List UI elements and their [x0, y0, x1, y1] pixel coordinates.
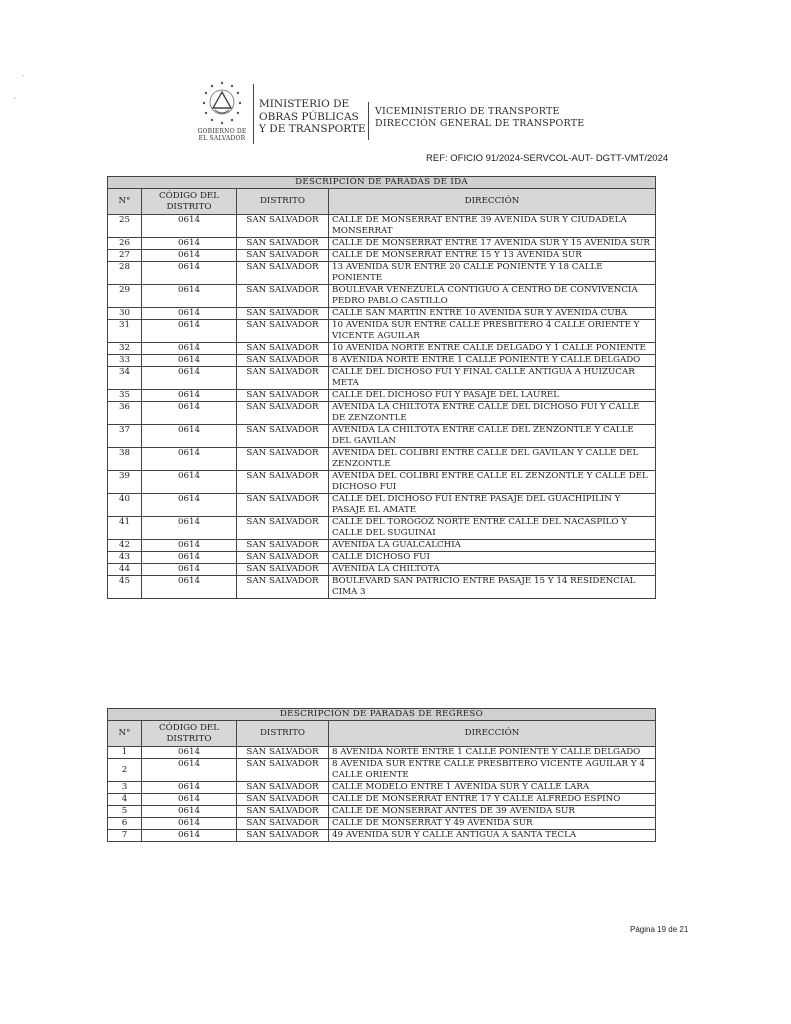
column-header-district-code: CÓDIGO DEL DISTRITO	[142, 721, 237, 747]
row-address: CALLE SAN MARTIN ENTRE 10 AVENIDA SUR Y AVENIDA CUBA	[329, 308, 656, 320]
row-number: 29	[108, 285, 142, 308]
table-row	[108, 448, 656, 471]
column-header-address: DIRECCIÓN	[329, 721, 656, 747]
row-district-code: 0614	[142, 818, 237, 830]
row-address: CALLE DEL DICHOSO FUI ENTRE PASAJE DEL GUACHIPILIN Y PASAJE EL AMATE	[329, 494, 656, 517]
row-district-code: 0614	[142, 355, 237, 367]
row-number: 42	[108, 540, 142, 552]
row-district-code: 0614	[142, 747, 237, 759]
row-district: SAN SALVADOR	[237, 759, 329, 782]
row-district-code: 0614	[142, 343, 237, 355]
row-district: SAN SALVADOR	[237, 215, 329, 238]
row-district-code: 0614	[142, 552, 237, 564]
table-row	[108, 806, 656, 818]
row-district: SAN SALVADOR	[237, 448, 329, 471]
row-number: 33	[108, 355, 142, 367]
row-address: 8 AVENIDA NORTE ENTRE 1 CALLE PONIENTE Y CALLE DELGADO	[329, 747, 656, 759]
row-address: CALLE DEL TOROGOZ NORTE ENTRE CALLE DEL NACASPILO Y CALLE DEL SUGUINAI	[329, 517, 656, 540]
row-district-code: 0614	[142, 238, 237, 250]
return-stops-table	[107, 708, 656, 842]
row-number: 6	[108, 818, 142, 830]
row-address: BOULEVAR VENEZUELA CONTIGUO A CENTRO DE CONVIVENCIA PEDRO PABLO CASTILLO	[329, 285, 656, 308]
row-number: 31	[108, 320, 142, 343]
ministry-name: MINISTERIO DE OBRAS PÚBLICAS Y DE TRANSPORTE	[259, 98, 366, 135]
row-number: 44	[108, 564, 142, 576]
table-row	[108, 367, 656, 390]
row-number: 5	[108, 806, 142, 818]
row-number: 4	[108, 794, 142, 806]
table-row	[108, 308, 656, 320]
row-address: AVENIDA LA CHILTOTA ENTRE CALLE DEL DICHOSO FUI Y CALLE DE ZENZONTLE	[329, 402, 656, 425]
row-district: SAN SALVADOR	[237, 552, 329, 564]
row-address: AVENIDA LA CHILTOTA ENTRE CALLE DEL ZENZONTLE Y CALLE DEL GAVILAN	[329, 425, 656, 448]
row-number: 35	[108, 390, 142, 402]
row-address: AVENIDA LA GUALCALCHIA	[329, 540, 656, 552]
row-address: CALLE DE MONSERRAT ENTRE 17 AVENIDA SUR Y 15 AVENIDA SUR	[329, 238, 656, 250]
row-address: AVENIDA DEL COLIBRI ENTRE CALLE EL ZENZONTLE Y CALLE DEL DICHOSO FUI	[329, 471, 656, 494]
table-row	[108, 390, 656, 402]
column-header-address: DIRECCIÓN	[329, 189, 656, 215]
row-district: SAN SALVADOR	[237, 285, 329, 308]
return-stops-body	[108, 747, 656, 842]
government-label: GOBIERNO DE EL SALVADOR	[197, 128, 247, 142]
column-header-district-code: CÓDIGO DEL DISTRITO	[142, 189, 237, 215]
reference-line: REF: OFICIO 91/2024-SERVCOL-AUT- DGTT-VMT/2024	[426, 153, 669, 164]
row-district: SAN SALVADOR	[237, 564, 329, 576]
row-district-code: 0614	[142, 250, 237, 262]
row-address: 8 AVENIDA NORTE ENTRE 1 CALLE PONIENTE Y CALLE DELGADO	[329, 355, 656, 367]
table-row	[108, 262, 656, 285]
row-number: 7	[108, 830, 142, 842]
row-district: SAN SALVADOR	[237, 830, 329, 842]
table-title: DESCRIPCIÓN DE PARADAS DE IDA	[108, 177, 656, 189]
row-district: SAN SALVADOR	[237, 355, 329, 367]
column-header-number: N°	[108, 189, 142, 215]
row-district: SAN SALVADOR	[237, 308, 329, 320]
row-district-code: 0614	[142, 448, 237, 471]
row-address: CALLE DICHOSO FUI	[329, 552, 656, 564]
row-number: 41	[108, 517, 142, 540]
row-number: 37	[108, 425, 142, 448]
row-number: 1	[108, 747, 142, 759]
row-district-code: 0614	[142, 402, 237, 425]
row-number: 32	[108, 343, 142, 355]
row-district-code: 0614	[142, 564, 237, 576]
column-header-district: DISTRITO	[237, 189, 329, 215]
row-number: 30	[108, 308, 142, 320]
row-district: SAN SALVADOR	[237, 402, 329, 425]
table-row	[108, 759, 656, 782]
row-number: 28	[108, 262, 142, 285]
row-number: 40	[108, 494, 142, 517]
row-address: CALLE DE MONSERRAT ANTES DE 39 AVENIDA SUR	[329, 806, 656, 818]
header-divider	[368, 102, 369, 140]
table-row	[108, 552, 656, 564]
row-address: AVENIDA DEL COLIBRI ENTRE CALLE DEL GAVILAN Y CALLE DEL ZENZONTLE	[329, 448, 656, 471]
row-address: CALLE MODELO ENTRE 1 AVENIDA SUR Y CALLE LARA	[329, 782, 656, 794]
outbound-stops-body	[108, 215, 656, 599]
row-district-code: 0614	[142, 540, 237, 552]
row-number: 26	[108, 238, 142, 250]
scan-speck: ,	[14, 92, 17, 100]
row-district: SAN SALVADOR	[237, 540, 329, 552]
row-district-code: 0614	[142, 517, 237, 540]
row-district-code: 0614	[142, 794, 237, 806]
row-district-code: 0614	[142, 830, 237, 842]
row-address: CALLE DE MONSERRAT ENTRE 39 AVENIDA SUR Y CIUDADELA MONSERRAT	[329, 215, 656, 238]
row-district: SAN SALVADOR	[237, 517, 329, 540]
table-row	[108, 494, 656, 517]
row-address: CALLE DE MONSERRAT ENTRE 15 Y 13 AVENIDA SUR	[329, 250, 656, 262]
column-header-district: DISTRITO	[237, 721, 329, 747]
table-row	[108, 343, 656, 355]
row-district: SAN SALVADOR	[237, 806, 329, 818]
row-number: 39	[108, 471, 142, 494]
table-row	[108, 576, 656, 599]
row-district-code: 0614	[142, 390, 237, 402]
table-row	[108, 215, 656, 238]
row-number: 34	[108, 367, 142, 390]
table-row	[108, 830, 656, 842]
table-row	[108, 425, 656, 448]
table-row	[108, 564, 656, 576]
row-district-code: 0614	[142, 759, 237, 782]
table-row	[108, 818, 656, 830]
table-row	[108, 471, 656, 494]
row-number: 43	[108, 552, 142, 564]
row-number: 3	[108, 782, 142, 794]
row-district-code: 0614	[142, 494, 237, 517]
row-district-code: 0614	[142, 425, 237, 448]
row-number: 25	[108, 215, 142, 238]
row-district-code: 0614	[142, 320, 237, 343]
row-district: SAN SALVADOR	[237, 471, 329, 494]
row-district: SAN SALVADOR	[237, 367, 329, 390]
outbound-stops-table	[107, 176, 656, 599]
row-district-code: 0614	[142, 215, 237, 238]
row-district: SAN SALVADOR	[237, 250, 329, 262]
table-row	[108, 285, 656, 308]
row-district: SAN SALVADOR	[237, 794, 329, 806]
row-district: SAN SALVADOR	[237, 782, 329, 794]
row-number: 36	[108, 402, 142, 425]
row-number: 45	[108, 576, 142, 599]
row-number: 2	[108, 759, 142, 782]
scan-speck: .	[22, 70, 25, 78]
row-district: SAN SALVADOR	[237, 818, 329, 830]
row-district-code: 0614	[142, 471, 237, 494]
row-district: SAN SALVADOR	[237, 320, 329, 343]
table-row	[108, 402, 656, 425]
row-number: 27	[108, 250, 142, 262]
row-district-code: 0614	[142, 262, 237, 285]
row-address: 10 AVENIDA SUR ENTRE CALLE PRESBITERO 4 CALLE ORIENTE Y VICENTE AGUILAR	[329, 320, 656, 343]
table-row	[108, 250, 656, 262]
row-address: CALLE DEL DICHOSO FUI Y PASAJE DEL LAUREL	[329, 390, 656, 402]
row-district: SAN SALVADOR	[237, 390, 329, 402]
row-district: SAN SALVADOR	[237, 262, 329, 285]
header-divider	[253, 84, 254, 144]
row-district-code: 0614	[142, 308, 237, 320]
table-row	[108, 320, 656, 343]
row-district: SAN SALVADOR	[237, 238, 329, 250]
row-address: 13 AVENIDA SUR ENTRE 20 CALLE PONIENTE Y 18 CALLE PONIENTE	[329, 262, 656, 285]
row-district: SAN SALVADOR	[237, 343, 329, 355]
row-number: 38	[108, 448, 142, 471]
row-district-code: 0614	[142, 576, 237, 599]
table-row	[108, 794, 656, 806]
table-row	[108, 238, 656, 250]
row-address: CALLE DE MONSERRAT ENTRE 17 Y CALLE ALFREDO ESPINO	[329, 794, 656, 806]
row-district: SAN SALVADOR	[237, 576, 329, 599]
table-row	[108, 517, 656, 540]
row-address: 8 AVENIDA SUR ENTRE CALLE PRESBITERO VICENTE AGUILAR Y 4 CALLE ORIENTE	[329, 759, 656, 782]
table-row	[108, 540, 656, 552]
row-address: AVENIDA LA CHILTOTA	[329, 564, 656, 576]
page-number: Página 19 de 21	[630, 925, 689, 934]
row-district: SAN SALVADOR	[237, 494, 329, 517]
row-address: 10 AVENIDA NORTE ENTRE CALLE DELGADO Y 1 CALLE PONIENTE	[329, 343, 656, 355]
row-address: 49 AVENIDA SUR Y CALLE ANTIGUA A SANTA TECLA	[329, 830, 656, 842]
row-district-code: 0614	[142, 806, 237, 818]
table-row	[108, 747, 656, 759]
table-title: DESCRIPCIÓN DE PARADAS DE REGRESO	[108, 709, 656, 721]
row-district-code: 0614	[142, 367, 237, 390]
row-address: BOULEVARD SAN PATRICIO ENTRE PASAJE 15 Y 14 RESIDENCIAL CIMA 3	[329, 576, 656, 599]
row-district: SAN SALVADOR	[237, 425, 329, 448]
column-header-number: N°	[108, 721, 142, 747]
row-address: CALLE DEL DICHOSO FUI Y FINAL CALLE ANTIGUA A HUIZUCAR META	[329, 367, 656, 390]
coat-of-arms-icon	[196, 78, 248, 128]
table-row	[108, 782, 656, 794]
row-address: CALLE DE MONSERRAT Y 49 AVENIDA SUR	[329, 818, 656, 830]
row-district-code: 0614	[142, 782, 237, 794]
row-district-code: 0614	[142, 285, 237, 308]
vice-ministry-name: VICEMINISTERIO DE TRANSPORTE DIRECCIÓN GENERAL DE TRANSPORTE	[375, 106, 585, 129]
letterhead	[196, 78, 616, 150]
table-row	[108, 355, 656, 367]
row-district: SAN SALVADOR	[237, 747, 329, 759]
